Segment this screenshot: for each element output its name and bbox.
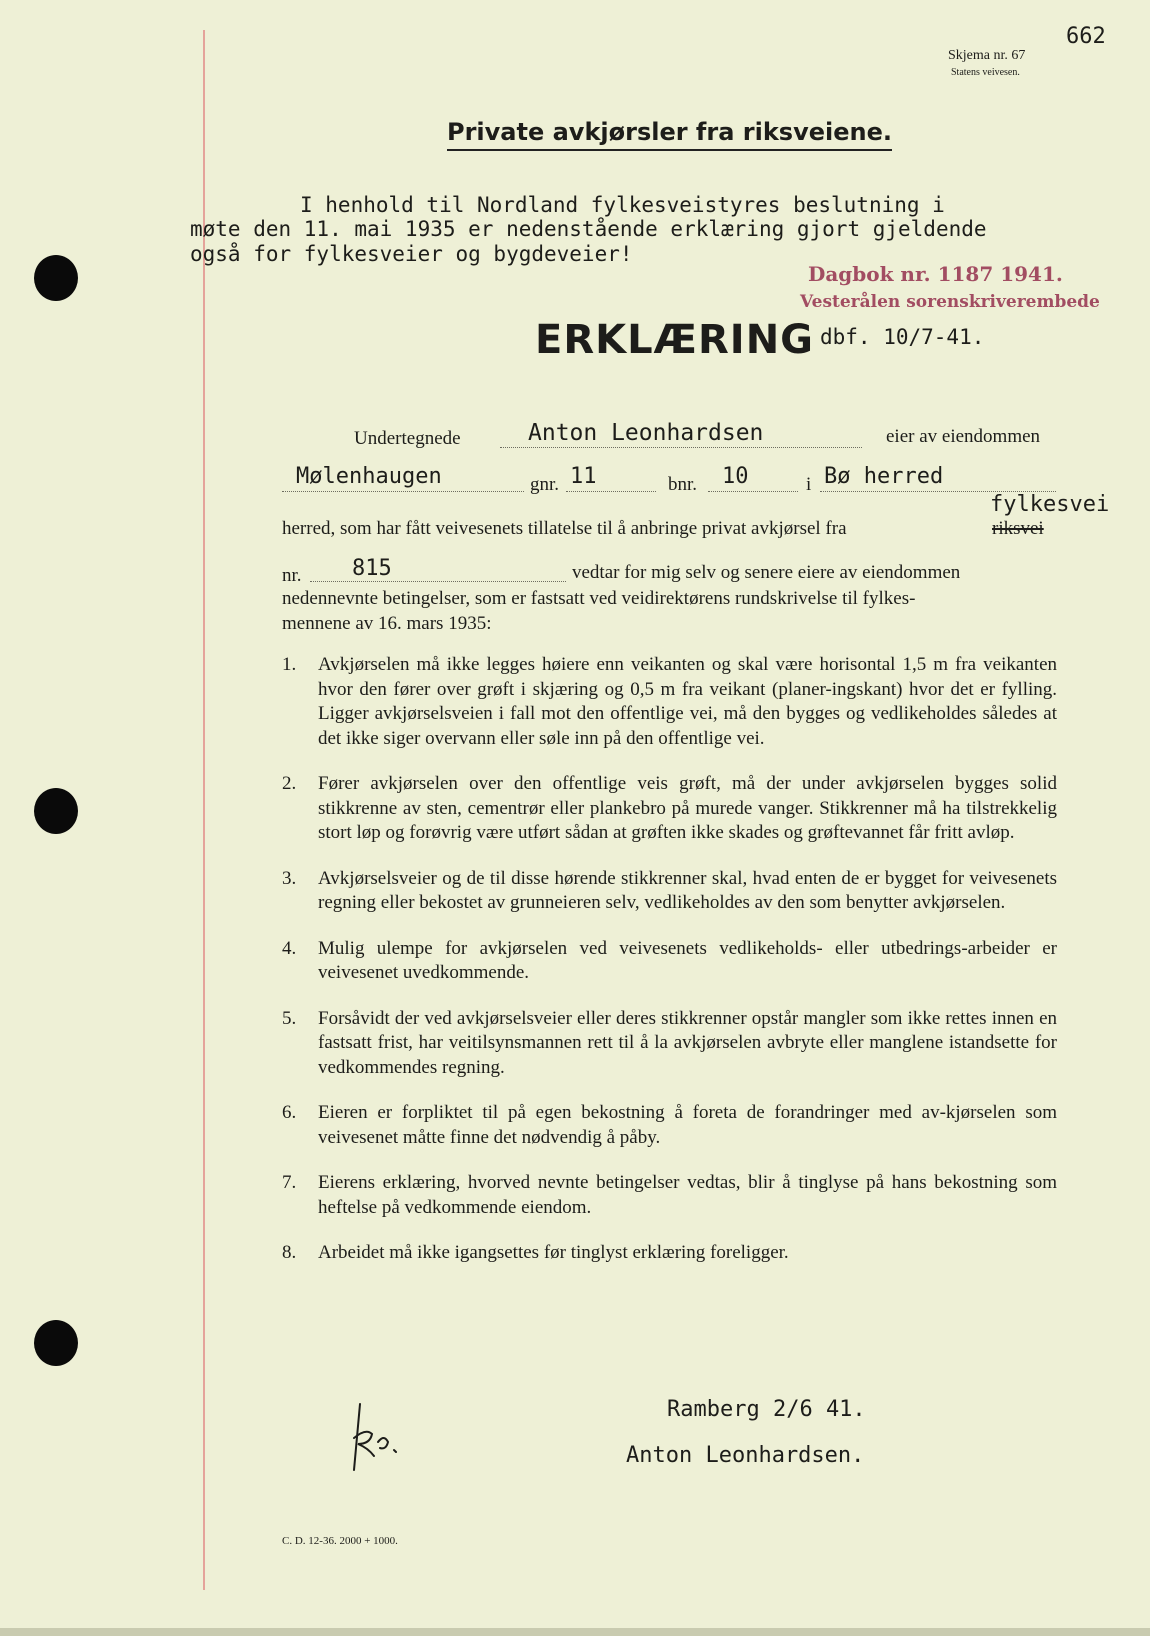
filed-note: dbf. 10/7-41. xyxy=(820,325,985,349)
condition-item xyxy=(282,937,1057,986)
condition-number: 2. xyxy=(282,773,297,794)
punch-hole xyxy=(34,788,78,834)
eier-label: eier av eiendommen xyxy=(886,426,1041,447)
condition-number: 3. xyxy=(282,867,297,889)
gnr-field: 11 xyxy=(566,464,656,492)
condition-number: 1. xyxy=(282,654,297,675)
intro-line: møte den 11. mai 1935 er nedenstående erklæring gjort gjeldende xyxy=(190,217,987,241)
struck-word: riksvei xyxy=(992,518,1044,539)
condition-number: 5. xyxy=(282,1007,297,1029)
condition-item xyxy=(282,1241,1057,1266)
form-id-line1: Skjema nr. 67 xyxy=(948,48,1026,63)
intro-line: også for fylkesveier og bygdeveier! xyxy=(190,242,633,266)
intro-line: I henhold til Nordland fylkesveistyres beslutning i xyxy=(300,193,945,217)
property-field: Mølenhaugen xyxy=(282,464,524,492)
form-id-line2: Statens veivesen. xyxy=(951,67,1020,78)
conditions-intro-line1: nedennevnte betingelser, som er fastsatt ved veidirektørens rundskrivelse til fylkes- xyxy=(282,588,916,609)
herred-field: Bø herred xyxy=(820,464,1056,492)
condition-number: 4. xyxy=(282,937,297,959)
condition-text: Arbeidet må ikke igangsettes før tinglyst erklæring foreligger. xyxy=(318,1242,789,1263)
permit-text: herred, som har fått veivesenets tillatelse til å anbringe privat avkjørsel fra xyxy=(282,518,847,539)
condition-text: Mulig ulempe for avkjørselen ved veivesenets vedlikeholds- eller utbedrings-arbeider er veivesenet uvedkommende. xyxy=(318,937,1057,983)
declaration-title: ERKLÆRING xyxy=(535,317,814,363)
i-label: i xyxy=(806,474,812,495)
condition-item xyxy=(282,1101,1057,1150)
condition-text: Fører avkjørselen over den offentlige veis grøft, må der under avkjørselen bygges solid stikkrenne av sten, cementrør eller plankebro på murede vanger. Stikkrenner må ha tilstrekkelig stort løp og forøvrig være utført sådan at grøften ikke skades og grøftevannet får fritt avløp. xyxy=(318,773,1057,843)
dagbok-stamp: Dagbok nr. 1187 1941. xyxy=(808,262,1063,286)
handwritten-initials xyxy=(340,1398,410,1472)
condition-item xyxy=(282,1007,1057,1081)
signer-name: Anton Leonhardsen. xyxy=(626,1443,865,1468)
undertegnede-label: Undertegnede xyxy=(354,428,461,449)
conditions-intro-line2: mennene av 16. mars 1935: xyxy=(282,613,492,634)
condition-text: Eieren er forpliktet til på egen bekostning å foreta de forandringer med av-kjørselen som veivesenet måtte finne det nødvendig å påby. xyxy=(318,1102,1057,1148)
condition-item xyxy=(282,653,1057,751)
condition-number: 6. xyxy=(282,1102,297,1123)
bnr-field: 10 xyxy=(708,464,798,492)
condition-number: 7. xyxy=(282,1172,297,1193)
gnr-label: gnr. xyxy=(530,474,560,495)
punch-hole xyxy=(34,255,78,301)
condition-text: Avkjørselsveier og de til disse hørende stikkrenner skal, hvad enten de er bygget for veivesenets regning eller bekostet av grunneieren selv, vedlikeholdes av den som benytter avkjørselen. xyxy=(318,867,1057,913)
conditions-list xyxy=(282,653,1057,1266)
court-stamp: Vesterålen sorenskriverembede xyxy=(800,292,1100,312)
condition-item xyxy=(282,772,1057,846)
vedtar-text: vedtar for mig selv og senere eiere av eiendommen xyxy=(572,562,961,583)
page-edge xyxy=(0,1628,1150,1636)
condition-text: Eierens erklæring, hvorved nevnte betingelser vedtas, blir å tinglyse på hans bekostning som heftelse på vedkommende eiendom. xyxy=(318,1172,1057,1218)
bnr-label: bnr. xyxy=(668,474,698,495)
condition-text: Avkjørselen må ikke legges høiere enn veikanten og skal være horisontal 1,5 m fra veikanten hvor den fører over grøft i skjæring og 0,5 m fra veikant (planer-ingskant) hvor det er fylling. Ligger avkjørselsveien i fall mot den offentlige vei, må den bygges og vedlikeholdes således at det ikke siger overvann eller søle inn på den offentlige vei. xyxy=(318,654,1057,749)
condition-item xyxy=(282,867,1057,916)
condition-text: Forsåvidt der ved avkjørselsveier eller deres stikkrenner opstår mangler som ikke rettes innen en fastsatt frist, har veitilsynsmannen rett til å la avkjørselen avbryte eller manglene istandsette for vedkommendes regning. xyxy=(318,1007,1057,1078)
road-type-correction: fylkesvei xyxy=(990,492,1110,517)
road-nr-field: 815 xyxy=(310,556,566,582)
nr-label: nr. xyxy=(282,565,302,586)
condition-number: 8. xyxy=(282,1242,297,1263)
form-heading: Private avkjørsler fra riksveiene. xyxy=(447,118,892,151)
punch-hole xyxy=(34,1320,78,1366)
print-code: C. D. 12-36. 2000 + 1000. xyxy=(282,1535,398,1547)
condition-item xyxy=(282,1171,1057,1220)
place-date: Ramberg 2/6 41. xyxy=(667,1397,866,1422)
name-field: Anton Leonhardsen xyxy=(500,420,862,448)
page-number: 662 xyxy=(1066,24,1106,49)
